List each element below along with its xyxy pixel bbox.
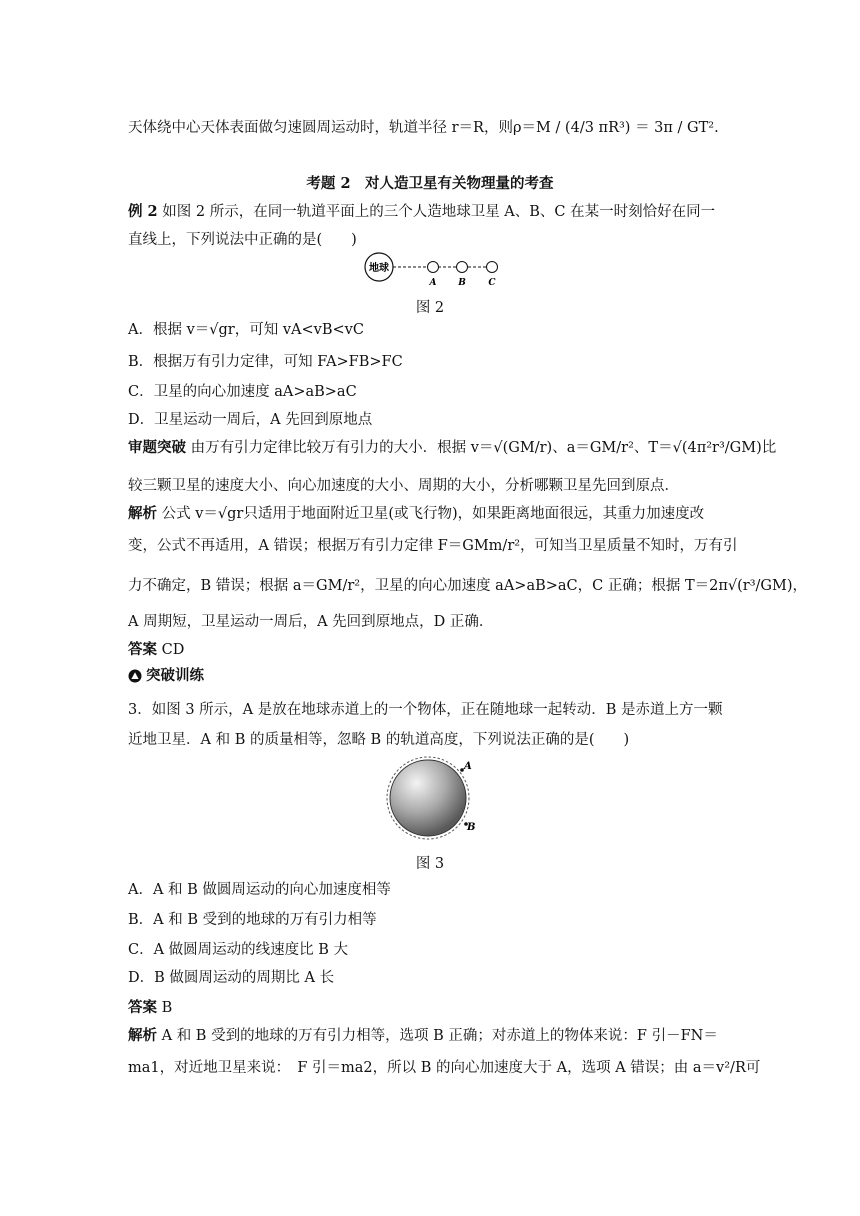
figure-3-caption: 图 3 [415, 856, 445, 872]
example-text-1: 如图 2 所示，在同一轨道平面上的三个人造地球卫星 A、B、C 在某一时刻恰好在同一 [162, 204, 716, 220]
section-title: 考题 2 对人造卫星有关物理量的考查 [306, 175, 554, 192]
analysis-line-1 [128, 438, 776, 458]
point-b-label: B [467, 822, 476, 833]
q3-option-c: C．A 做圆周运动的线速度比 B 大 [128, 942, 349, 958]
q3-solution-label: 解析 [128, 1027, 157, 1044]
figure-3-diagram [378, 752, 482, 844]
top-text-line [128, 118, 719, 138]
example-label: 例 2 [128, 203, 158, 220]
solution-text-2: 变，公式不再适用，A 错误；根据万有引力定律 F＝GMm/r²，可知当卫星质量不知时，万有引 [128, 538, 738, 554]
solution-text-4: A 周期短，卫星运动一周后，A 先回到原地点，D 正确． [128, 614, 494, 630]
satellite-b [457, 262, 468, 273]
analysis-text-1: 由万有引力定律比较万有引力的大小．根据 v＝√(GM/r)、a＝GM/r²、T＝√(4π²r³/GM)比 [190, 440, 777, 456]
q3-answer-line [128, 998, 172, 1018]
q3-answer-label: 答案 [128, 999, 157, 1016]
point-a-label: A [464, 761, 472, 772]
training-label: 突破训练 [146, 667, 204, 684]
triangle-circle-icon [128, 669, 142, 683]
answer-value: CD [161, 642, 185, 658]
example-option-b: B．根据万有引力定律，可知 FA>FB>FC [128, 354, 403, 370]
example-answer-line [128, 640, 184, 660]
example-option-a: A．根据 v＝√gr，可知 vA<vB<vC [128, 322, 364, 338]
q3-text-2: 近地卫星．A 和 B 的质量相等，忽略 B 的轨道高度，下列说法正确的是( ) [128, 732, 630, 748]
satellite-b-label: B [458, 278, 466, 288]
q3-option-d: D．B 做圆周运动的周期比 A 长 [128, 970, 335, 986]
solution-line-1 [128, 504, 704, 524]
example-option-c: C．卫星的向心加速度 aA>aB>aC [128, 384, 357, 400]
q3-text-1: 3．如图 3 所示，A 是放在地球赤道上的一个物体，正在随地球一起转动．B 是赤道上方一颗 [128, 702, 723, 718]
example-text-2: 直线上，下列说法中正确的是( ) [128, 232, 357, 248]
earth-label: 地球 [369, 263, 389, 274]
answer-label: 答案 [128, 641, 157, 658]
q3-answer-value: B [161, 1000, 173, 1016]
solution-text-3: 力不确定，B 错误；根据 a＝GM/r²，卫星的向心加速度 aA>aB>aC，C 正确；根据 T＝2π√(r³/GM)， [128, 578, 807, 594]
figure-2-diagram [362, 252, 507, 292]
q3-option-a: A．A 和 B 做圆周运动的向心加速度相等 [128, 882, 391, 898]
solution-text-1: 公式 v＝√gr只适用于地面附近卫星(或飞行物)，如果距离地面很远，其重力加速度改 [161, 506, 705, 522]
earth-globe [390, 760, 466, 836]
q3-option-b: B．A 和 B 受到的地球的万有引力相等 [128, 912, 377, 928]
training-heading [128, 666, 204, 686]
top-text: 天体绕中心天体表面做匀速圆周运动时，轨道半径 r＝R，则ρ＝ [128, 120, 536, 136]
analysis-label: 审题突破 [128, 439, 186, 456]
figure-2-caption: 图 2 [415, 300, 445, 316]
example-line-1 [128, 202, 715, 222]
example-option-d: D．卫星运动一周后，A 先回到原地点 [128, 412, 373, 428]
solution-label: 解析 [128, 505, 157, 522]
satellite-a [428, 262, 439, 273]
q3-solution-line-1 [128, 1026, 718, 1046]
analysis-text-2: 较三颗卫星的速度大小、向心加速度的大小、周期的大小，分析哪颗卫星先回到原点． [128, 478, 679, 494]
q3-solution-text-2: ma1，对近地卫星来说： F 引＝ma2，所以 B 的向心加速度大于 A，选项 A 错误；由 a＝v²/R可 [128, 1060, 761, 1076]
satellite-c-label: C [488, 278, 496, 288]
q3-solution-text-1: A 和 B 受到的地球的万有引力相等，选项 B 正确；对赤道上的物体来说：F 引－FN＝ [161, 1028, 718, 1044]
satellite-a-label: A [429, 278, 437, 288]
density-formula: M / (4/3 πR³) ＝ 3π / GT². [535, 120, 719, 136]
satellite-c [487, 262, 498, 273]
